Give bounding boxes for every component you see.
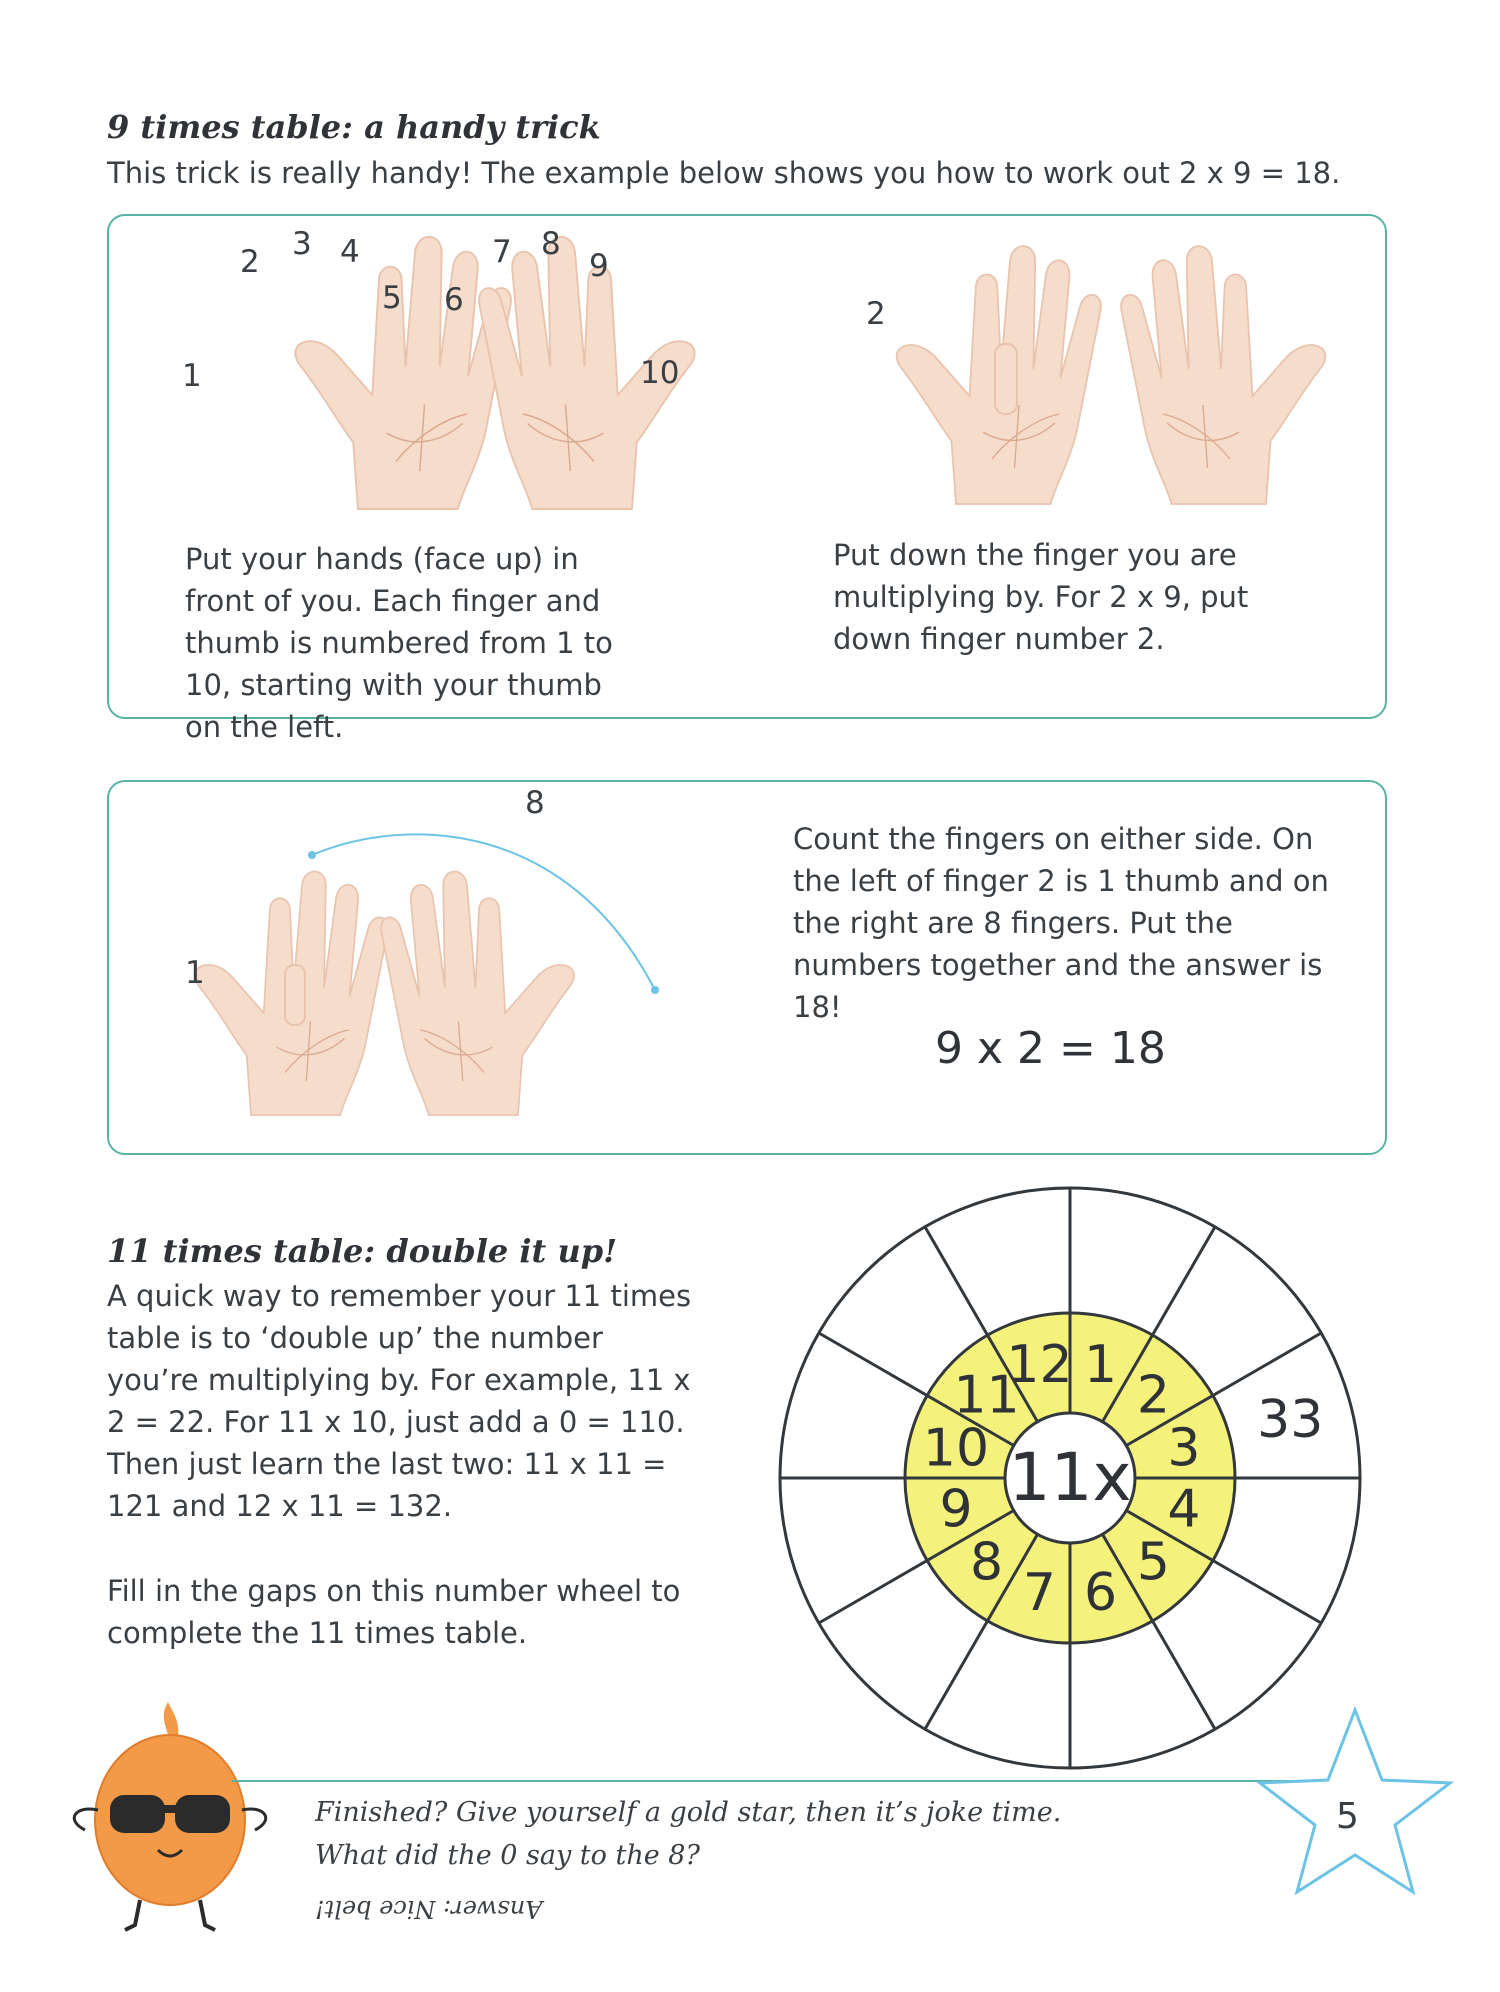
joke-line-1: Finished? Give yourself a gold star, then it’s joke time. [315, 1797, 1062, 1828]
footer-divider [232, 1780, 1352, 1782]
right-count: 8 [525, 785, 545, 821]
finger-number-down: 2 [866, 296, 886, 332]
joke-answer-upside-down: Answer: Nice belt! [315, 1895, 543, 1923]
step2-text: Put down the finger you are multiplying by. For 2 x 9, put down finger number 2. [833, 538, 1249, 656]
page-number: 5 [1336, 1796, 1359, 1837]
wheel-number-4: 4 [1167, 1479, 1201, 1540]
finger-number-10: 10 [640, 355, 680, 391]
finger-number-5: 5 [382, 280, 402, 316]
finger-number-4: 4 [340, 234, 360, 270]
wheel-number-9: 9 [939, 1479, 973, 1540]
wheel-answer-33: 33 [1257, 1389, 1324, 1450]
finger-number-2: 2 [240, 244, 260, 280]
arc-end-dot [651, 986, 659, 994]
wheel-number-3: 3 [1167, 1418, 1201, 1479]
section-heading-9-times: 9 times table: a handy trick [107, 108, 601, 146]
section2-paragraph1: A quick way to remember your 11 times table is to ‘double up’ the number you’re multiplying by. For example, 11 x 2 = 22. For 11 x 10, just add a 0 = 110. Then just learn the last two: 11 x 11 = 121 and 12 x 11 = 132. [107, 1279, 692, 1523]
section2-paragraph2: Fill in the gaps on this number wheel to complete the 11 times table. [107, 1574, 681, 1650]
wheel-number-1: 1 [1083, 1335, 1118, 1396]
joke-line-2: What did the 0 say to the 8? [315, 1840, 700, 1871]
folded-finger [995, 344, 1017, 414]
wheel-number-7: 7 [1022, 1562, 1057, 1623]
number-wheel [770, 1178, 1370, 1778]
finger-number-7: 7 [492, 234, 512, 270]
wheel-number-2: 2 [1136, 1365, 1170, 1426]
equation: 9 x 2 = 18 [935, 1023, 1166, 1074]
section-intro: This trick is really handy! The example below shows you how to work out 2 x 9 = 18. [107, 156, 1341, 190]
step1-text: Put your hands (face up) in front of you. Each finger and thumb is numbered from 1 to 10, starting with your thumb on the left. [185, 542, 613, 744]
step3-text: Count the fingers on either side. On the left of finger 2 is 1 thumb and on the right are 8 fingers. Put the numbers together and the answer is 18! [793, 822, 1329, 1024]
wheel-number-8: 8 [970, 1532, 1004, 1593]
left-count: 1 [185, 955, 205, 991]
wheel-number-11: 11 [953, 1365, 1020, 1426]
folded-finger-2 [285, 965, 305, 1025]
section-heading-11-times: 11 times table: double it up! [107, 1232, 618, 1270]
wheel-number-6: 6 [1083, 1562, 1118, 1623]
wheel-number-12: 12 [1006, 1335, 1073, 1396]
hands-illustration-2 [107, 780, 867, 1155]
arc-start-dot [308, 851, 316, 859]
finger-number-8: 8 [541, 226, 561, 262]
right-hand-2 [1121, 246, 1325, 504]
left-hand-1 [295, 237, 511, 509]
mascot [70, 1700, 270, 1940]
wheel-number-10: 10 [922, 1418, 990, 1479]
finger-number-9: 9 [589, 248, 609, 284]
right-hand-3 [381, 871, 574, 1115]
wheel-center-label: 11x [1008, 1439, 1132, 1516]
finger-number-3: 3 [292, 226, 312, 262]
finger-number-6: 6 [444, 282, 464, 318]
wheel-number-5: 5 [1136, 1532, 1170, 1593]
finger-number-1: 1 [182, 358, 202, 394]
